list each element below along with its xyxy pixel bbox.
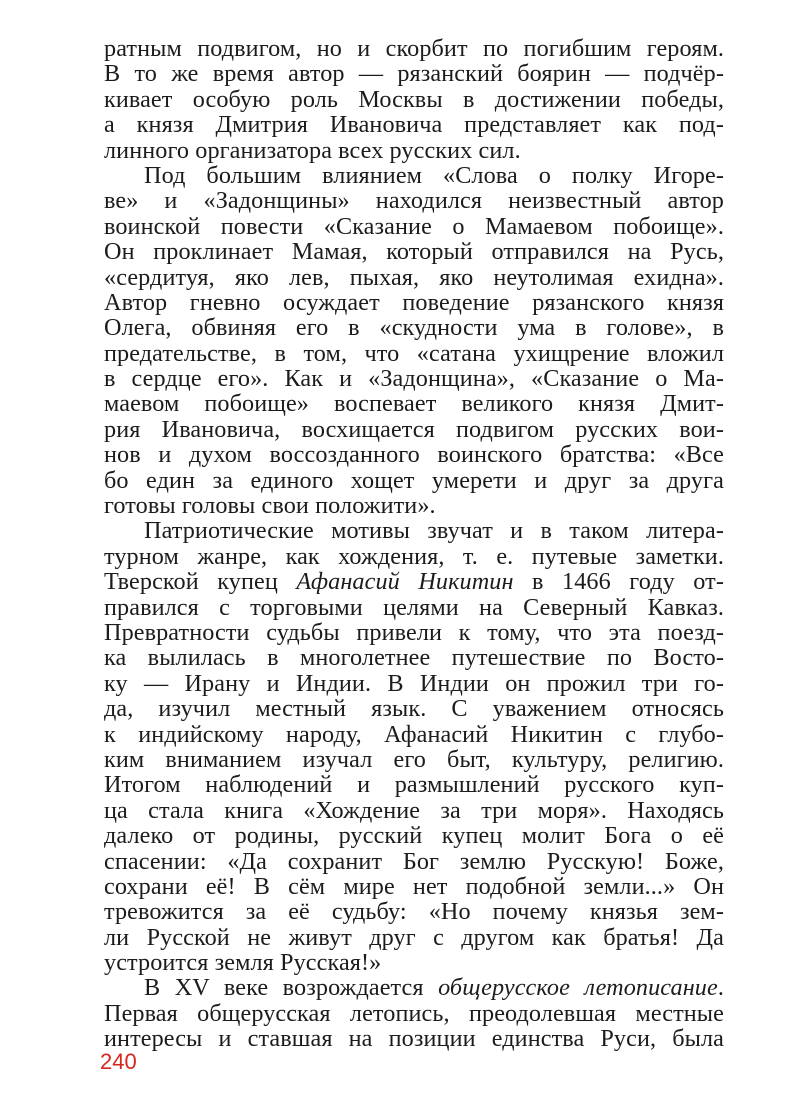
text-line: устроится земля Русская!» [104,949,382,977]
text-line: линного организатора всех русских сил. [104,136,521,164]
text-line: «сердитуя, яко лев, пыхая, яко неутолимая ехидна». [104,263,724,291]
text-line-with-term [104,975,724,1000]
text-line: ве» и «Задонщины» находился неизвестный автор [104,187,724,215]
text-line: ким вниманием изучал его быт, культуру, религию. [104,745,724,773]
text-line: ца стала книга «Хождение за три моря». Находясь [104,796,724,824]
text-line: турном жанре, как хождения, т. е. путевые заметки. [104,542,724,570]
text-line: Патриотические мотивы звучат и в таком литера- [144,517,724,545]
text-line: ку — Ирану и Индии. В Индии он прожил три го- [104,669,724,697]
page-number: 240 [100,1049,137,1074]
body-text [104,36,724,1052]
text-line: бо един за единого хощет умерети и друг за друга [104,466,724,494]
text-line: ратным подвигом, но и скорбит по погибшим героям. [104,35,724,62]
text-line-with-name [104,569,724,594]
text-line: в сердце его». Как и «Задонщина», «Сказание о Ма- [104,365,724,393]
text-line: Автор гневно осуждает поведение рязанского князя [104,288,724,316]
text-line: Первая общерусская летопись, преодолевшая местные [104,999,724,1027]
text-line: кивает особую роль Москвы в достижении победы, [104,85,724,113]
italic-name: Афанасий Никитин [296,568,514,596]
text-line: а князя Дмитрия Ивановича представляет как под- [104,111,724,139]
text-line: Олега, обвиняя его в «скудности ума в голове», в [104,314,724,342]
text-line: Под большим влиянием «Слова о полку Игоре- [144,161,724,189]
text-fragment: в 1466 году от- [513,568,724,596]
text-fragment: В XV веке возрождается [144,974,439,1002]
text-line: далеко от родины, русский купец молит Бога о её [104,822,724,850]
text-line: да, изучил местный язык. С уважением относясь [104,695,724,723]
text-line: сохрани её! В сём мире нет подобной земли...» Он [104,872,724,900]
text-line: маевом побоище» воспевает великого князя Дмит- [104,390,724,418]
italic-term: общерусское летописание [438,974,718,1002]
text-line: Превратности судьбы привели к тому, что эта поезд- [104,618,724,646]
text-fragment: Тверской купец [104,568,297,596]
text-line: ли Русской не живут друг с другом как братья! Да [104,923,724,951]
text-line: воинской повести «Сказание о Мамаевом побоище». [104,212,724,240]
text-line: к индийскому народу, Афанасий Никитин с глубо- [104,720,724,748]
text-line: Итогом наблюдений и размышлений русского куп- [104,771,724,799]
text-line: В то же время автор — рязанский боярин — подчёр- [104,60,724,88]
text-line: ка вылилась в многолетнее путешествие по Восто- [104,644,724,672]
text-line: спасении: «Да сохранит Бог землю Русскую! Боже, [104,847,724,875]
text-line: тревожится за её судьбу: «Но почему князья зем- [104,898,724,926]
text-line: интересы и ставшая на позиции единства Руси, была [104,1025,724,1053]
text-line: правился с торговыми целями на Северный Кавказ. [104,593,724,621]
text-fragment: . [717,974,724,1002]
text-line: предательстве, в том, что «сатана ухищрение вложил [104,339,724,367]
text-line: Он проклинает Мамая, который отправился на Русь, [104,238,724,266]
text-line: рия Ивановича, восхищается подвигом русских вои- [104,415,724,443]
text-line: нов и духом воссозданного воинского братства: «Все [104,441,724,469]
text-line: готовы головы свои положити». [104,492,436,520]
